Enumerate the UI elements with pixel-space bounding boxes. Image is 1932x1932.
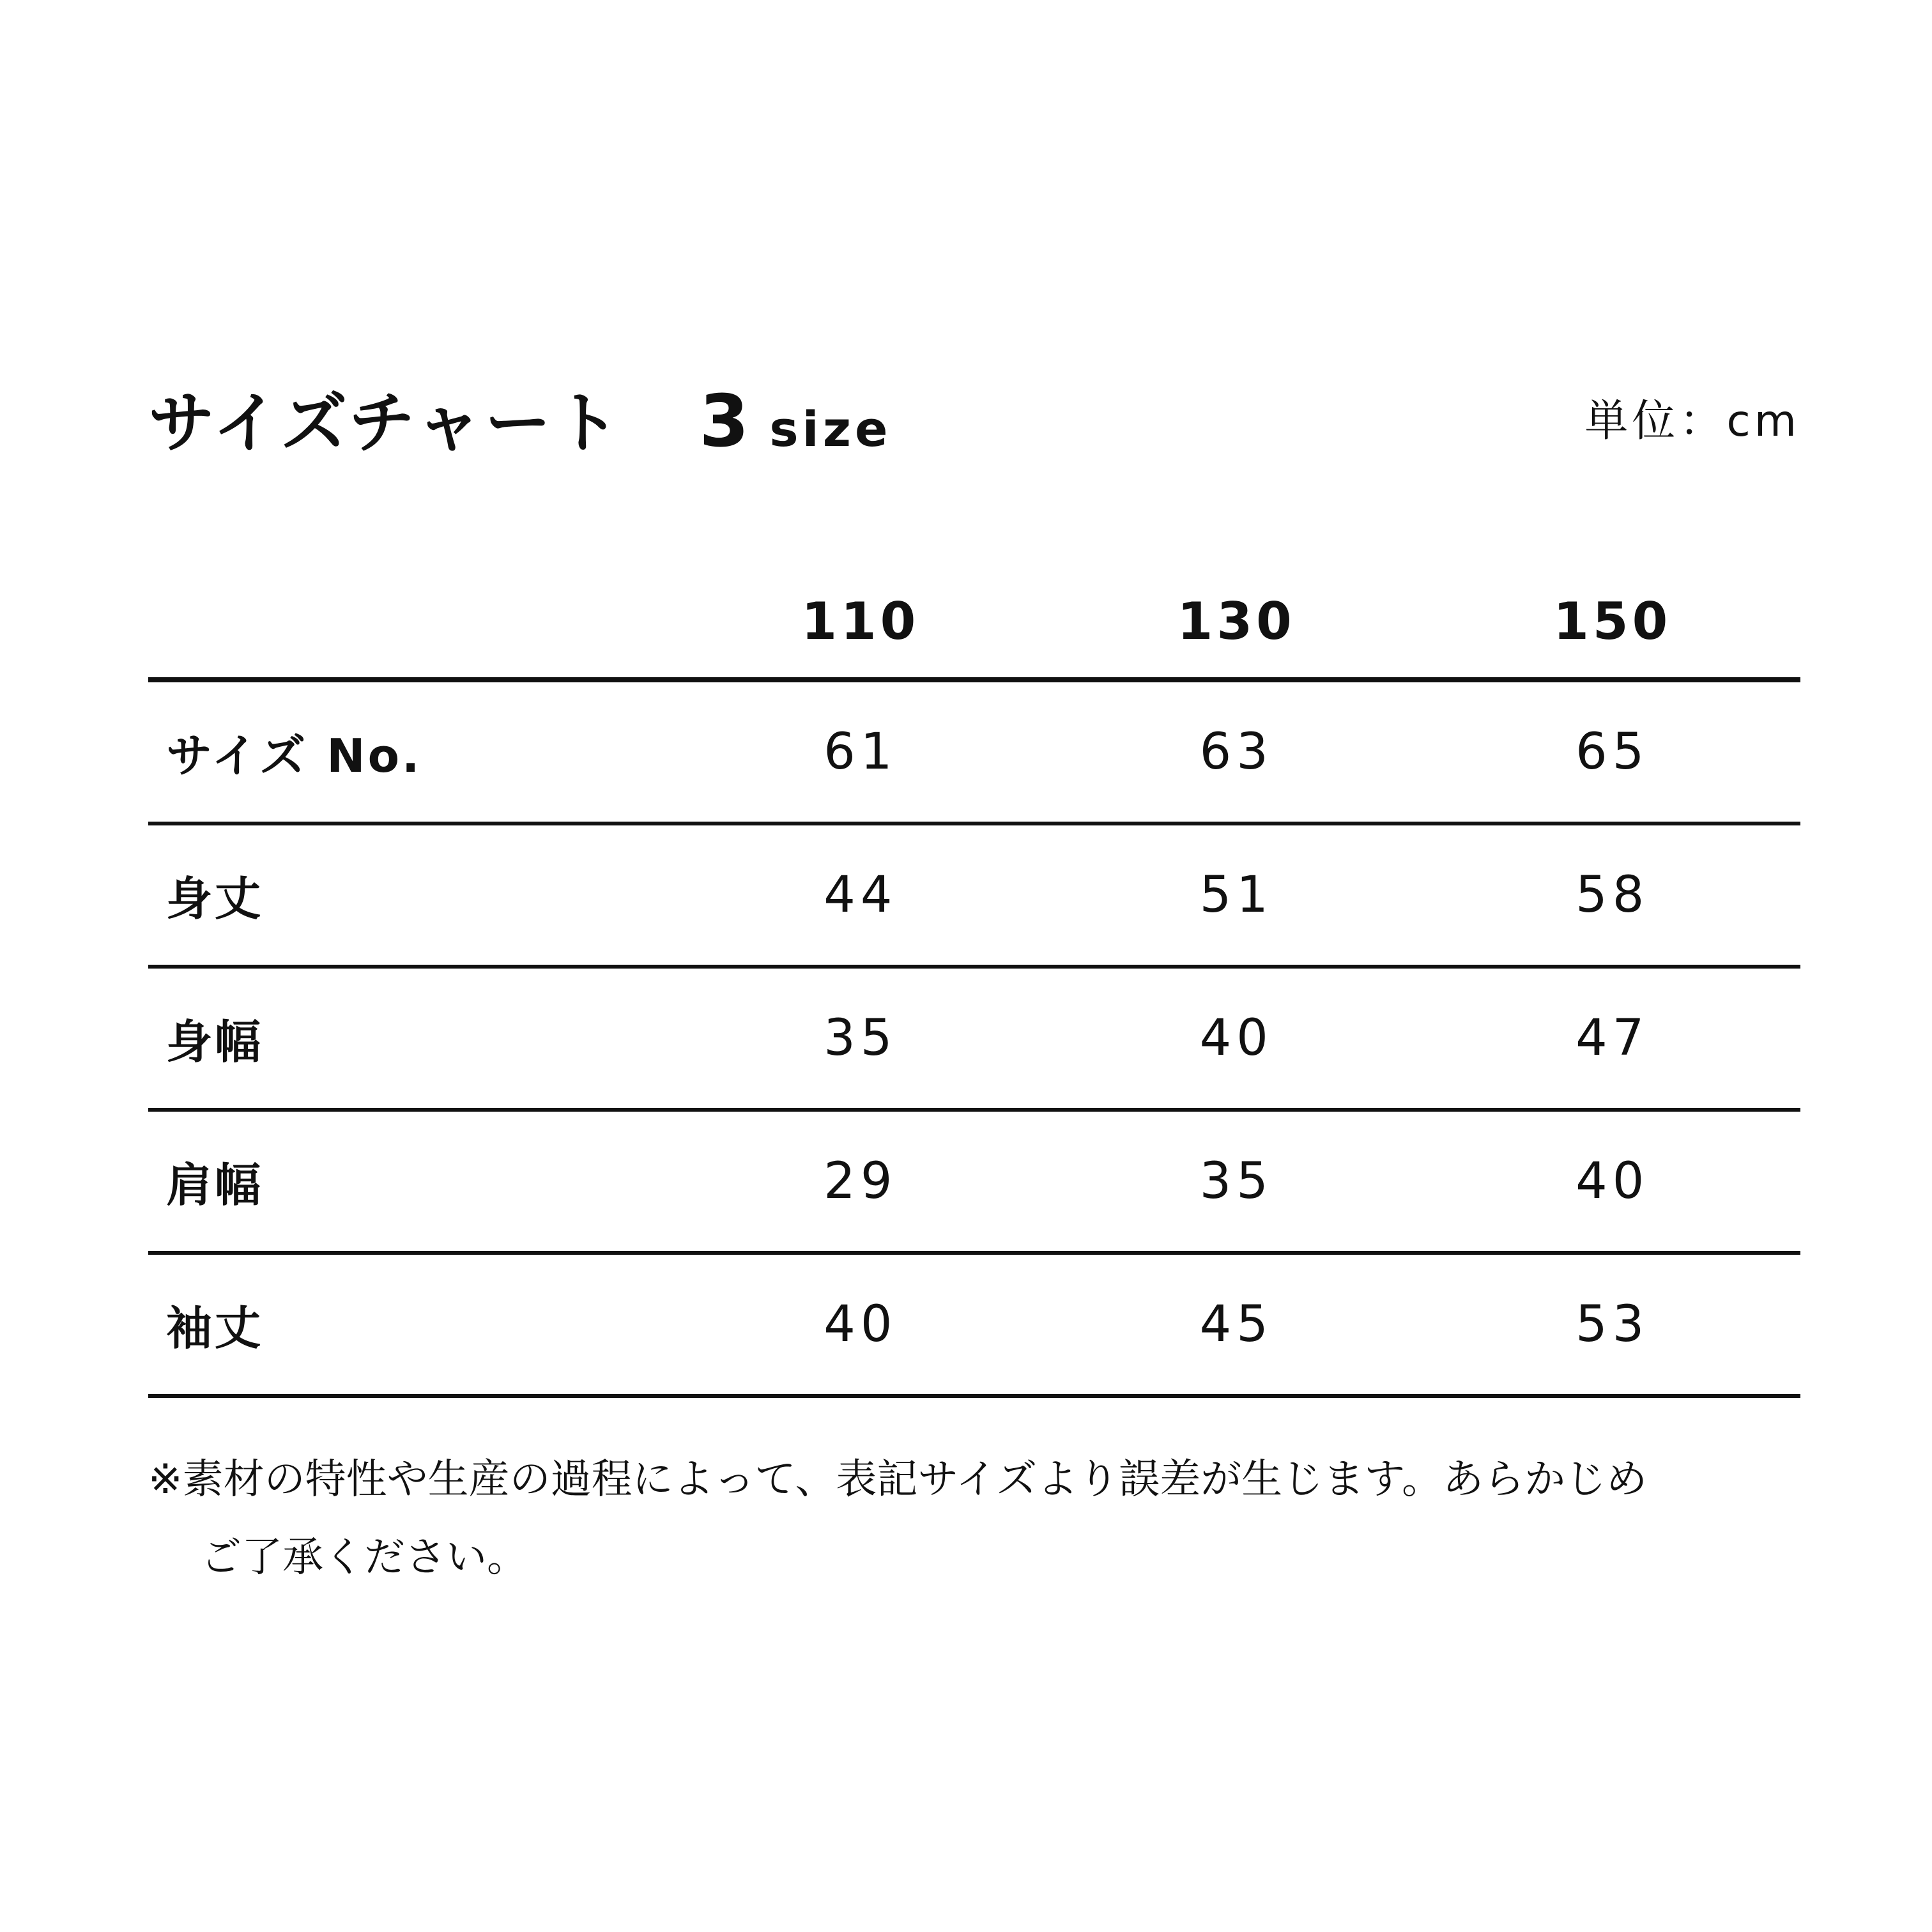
table-cell: 47 — [1575, 1009, 1650, 1067]
table-row — [148, 967, 1800, 1110]
title-text: サイズチャート — [148, 384, 623, 462]
table-cell: 35 — [1199, 1153, 1273, 1210]
table-cell: 29 — [824, 1153, 898, 1210]
table-header-row — [148, 565, 1800, 680]
table-cell: 45 — [1199, 1296, 1273, 1353]
table-row — [148, 1110, 1800, 1253]
row-label: サイズ No. — [166, 729, 422, 783]
row-label: 身丈 — [166, 872, 264, 926]
table-cell: 35 — [824, 1009, 898, 1067]
page-title — [148, 374, 892, 477]
row-label: 袖丈 — [166, 1301, 264, 1355]
table-cell: 40 — [824, 1296, 898, 1353]
table-row — [148, 680, 1800, 824]
size-word: size — [769, 401, 892, 457]
table-cell: 63 — [1199, 723, 1273, 781]
note-line-2: ご了承ください。 — [201, 1534, 528, 1581]
column-header: 150 — [1425, 565, 1800, 680]
table-row — [148, 824, 1800, 967]
table-cell: 44 — [824, 866, 898, 924]
disclaimer-note — [148, 1441, 1784, 1597]
table-cell: 40 — [1199, 1009, 1273, 1067]
note-line-1: ※素材の特性や生産の過程によって、表記サイズより誤差が生じます。あらかじめ — [148, 1456, 1648, 1503]
size-table — [148, 565, 1800, 1398]
header-empty-cell — [148, 565, 673, 680]
size-chart-header — [148, 374, 1800, 470]
row-label: 身幅 — [166, 1015, 264, 1069]
table-row — [148, 1253, 1800, 1396]
table-cell: 58 — [1575, 866, 1650, 924]
table-cell: 51 — [1199, 866, 1273, 924]
table-cell: 53 — [1575, 1296, 1650, 1353]
row-label: 肩幅 — [166, 1158, 264, 1212]
column-header: 130 — [1048, 565, 1424, 680]
size-count: 3 — [699, 380, 752, 463]
table-cell: 65 — [1575, 723, 1650, 781]
table-cell: 40 — [1575, 1153, 1650, 1210]
unit-label: 単位：cm — [1584, 396, 1800, 447]
column-header: 110 — [673, 565, 1048, 680]
table-cell: 61 — [824, 723, 898, 781]
